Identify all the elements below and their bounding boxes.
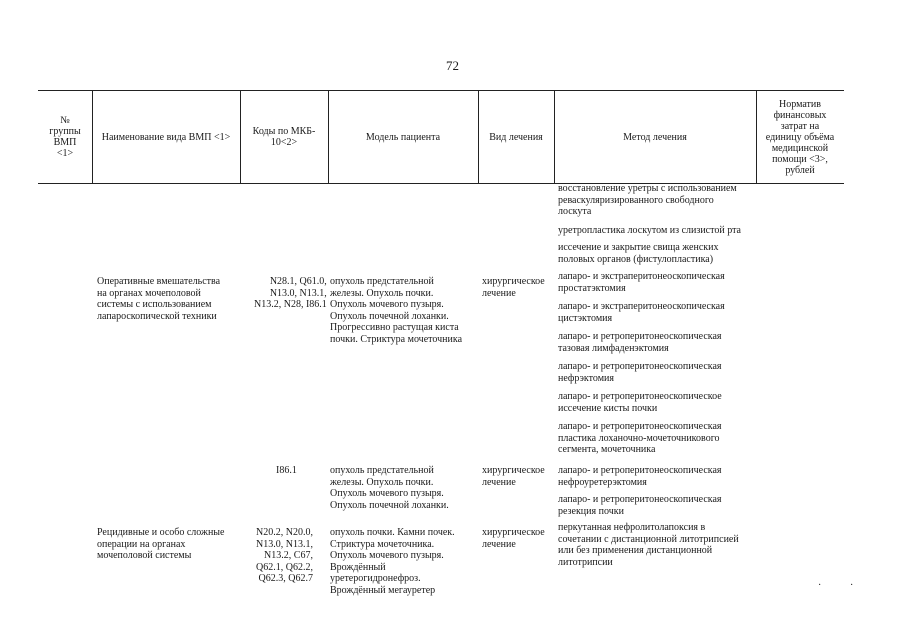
header-group-no: № группы ВМП <1> [49,115,81,159]
scan-speck: · [850,580,854,591]
method-item: лапаро- и экстраперитонеоскопическая цистэктомия [558,301,725,324]
icd-codes: N20.2, N20.0, N13.0, N13.1, N13.2, C67, Q62.1, Q62.2, Q62.3, Q62.7 [256,527,313,584]
method-item: иссечение и закрытие свища женских половых органов (фистулопластика) [558,242,719,265]
treatment-type: хирургическое лечение [482,527,545,550]
patient-model: опухоль предстательной железы. Опухоль почки. Опухоль мочевого пузыря. Опухоль почечной лоханки. Прогрессивно растущая киста почки. Стриктура мочеточника [330,276,463,345]
table-header [38,90,844,184]
icd-codes: I86.1 [276,465,297,476]
header-icd-codes: Коды по МКБ- 10<2> [252,126,316,148]
method-item: лапаро- и ретроперитонеоскопическая резекция почки [558,494,722,517]
method-item: лапаро- и ретроперитонеоскопическая пластика лоханочно-мочеточникового сегмента, мочеточника [558,421,722,455]
header-cost-norm: Норматив финансовых затрат на единицу объёма медицинской помощи <3>, рублей [765,98,835,176]
method-item: лапаро- и экстраперитонеоскопическая простатэктомия [558,271,725,294]
method-item: лапаро- и ретроперитонеоскопическая нефрэктомия [558,361,722,384]
vmp-name: Оперативные вмешательства на органах мочеполовой системы с использованием лапароскопической техники [97,276,221,322]
method-item: лапаро- и ретроперитонеоскопическая нефроуретерэктомия [558,465,722,488]
vmp-name: Рецидивные и особо сложные операции на органах мочеполовой системы [97,527,225,561]
header-vmp-name: Наименование вида ВМП <1> [101,131,231,143]
method-item: уретропластика лоскутом из слизистой рта [558,225,741,236]
scan-speck: · [818,580,822,591]
patient-model: опухоль почки. Камни почек. Стриктура мочеточника. Опухоль мочевого пузыря. Врождённый уретерогидронефроз. Врождённый мегауретер [330,527,455,596]
method-item: восстановление уретры с использованием реваскуляризированного свободного лоскута [558,183,737,217]
method-item: лапаро- и ретроперитонеоскопическая тазовая лимфаденэктомия [558,331,722,354]
patient-model: опухоль предстательной железы. Опухоль почки. Опухоль мочевого пузыря. Опухоль почечной лоханки. [330,465,449,511]
header-treatment-method: Метод лечения [623,131,687,143]
method-item: лапаро- и ретроперитонеоскопическое иссечение кисты почки [558,391,722,414]
header-patient-model: Модель пациента [365,131,441,143]
treatment-type: хирургическое лечение [482,465,545,488]
method-item: перкутанная нефролитолапоксия в сочетании с дистанционной литотрипсией или без применения дистанционной литотрипсии [558,522,739,568]
treatment-type: хирургическое лечение [482,276,545,299]
page-number: 72 [446,58,459,73]
icd-codes: N28.1, Q61.0, N13.0, N13.1, N13.2, N28, I86.1 [254,276,327,310]
header-treatment-type: Вид лечения [489,131,543,143]
